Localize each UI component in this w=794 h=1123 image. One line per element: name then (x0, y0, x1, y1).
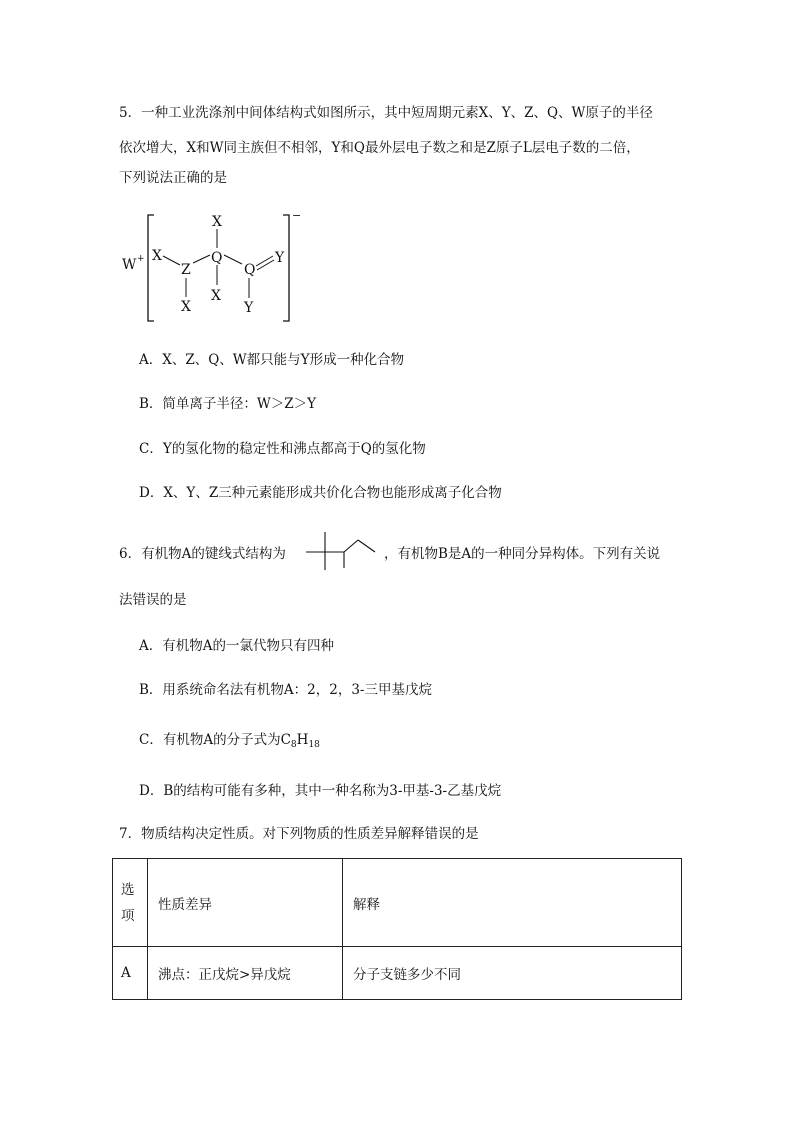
formula-sub-h: 18 (308, 740, 320, 750)
q5-stem-line2: 依次增大，X和W同主族但不相邻，Y和Q最外层电子数之和是Z原子L层电子数的二倍， (119, 140, 640, 156)
q5-structure-diagram (118, 205, 318, 327)
q6-option-c (139, 728, 320, 750)
struct-cation: W (122, 257, 137, 273)
atom-x-left: X (152, 248, 162, 264)
atom-q1: Q (211, 250, 223, 266)
q7-table (112, 858, 682, 1000)
struct-anion-charge: − (292, 209, 302, 222)
q5-stem-line1: 5．一种工业洗涤剂中间体结构式如图所示，其中短周期元素X、Y、Z、Q、W原子的半径 (119, 105, 653, 121)
left-bracket (148, 215, 154, 321)
q5-option-b: B．简单离子半径：W＞Z＞Y (139, 396, 317, 412)
table-header-row (113, 859, 682, 947)
q7-stem: 7．物质结构决定性质。对下列物质的性质差异解释错误的是 (119, 826, 479, 842)
atom-z: Z (181, 262, 191, 278)
q6-option-b: B．用系统命名法有机物A：2，2，3-三甲基戊烷 (139, 682, 432, 698)
atom-y-below-q2: Y (244, 300, 254, 316)
q6-option-c-text: C．有机物A的分子式为C (139, 732, 291, 748)
header-option: 选 项 (113, 859, 148, 947)
atom-x-below-q1: X (211, 288, 221, 304)
row-property: 沸点：正戊烷>异戊烷 (148, 947, 343, 1000)
q5-option-c: C．Y的氢化物的稳定性和沸点都高于Q的氢化物 (139, 441, 426, 457)
atom-x-top: X (212, 214, 222, 230)
q6-option-d: D．B的结构可能有多种，其中一种名称为3-甲基-3-乙基戊烷 (139, 783, 502, 799)
row-explanation: 分子支链多少不同 (343, 947, 682, 1000)
atom-q2: Q (244, 262, 256, 278)
q6-option-a: A．有机物A的一氯代物只有四种 (139, 638, 334, 654)
q5-option-a: A．X、Z、Q、W都只能与Y形成一种化合物 (139, 352, 405, 368)
formula-h: H (296, 732, 309, 748)
atom-y-right: Y (275, 250, 285, 266)
header-explanation: 解释 (343, 859, 682, 947)
header-property-difference: 性质差异 (148, 859, 343, 947)
q6-stem-after: ，有机物B是A的一种同分异构体。下列有关说 (384, 546, 661, 562)
atom-x-below-z: X (181, 299, 191, 315)
formula-sub-c: 8 (290, 740, 297, 750)
row-option: A (113, 947, 148, 1000)
q5-stem-line3: 下列说法正确的是 (119, 170, 227, 186)
table-row (113, 947, 682, 1000)
struct-cation-charge: + (137, 254, 145, 264)
q6-skeletal-formula (302, 528, 382, 572)
q6-stem-before: 6．有机物A的键线式结构为 (119, 546, 286, 562)
q6-stem-line2: 法错误的是 (119, 592, 187, 608)
q5-option-d: D．X、Y、Z三种元素能形成共价化合物也能形成离子化合物 (139, 485, 502, 501)
right-bracket (283, 215, 289, 321)
